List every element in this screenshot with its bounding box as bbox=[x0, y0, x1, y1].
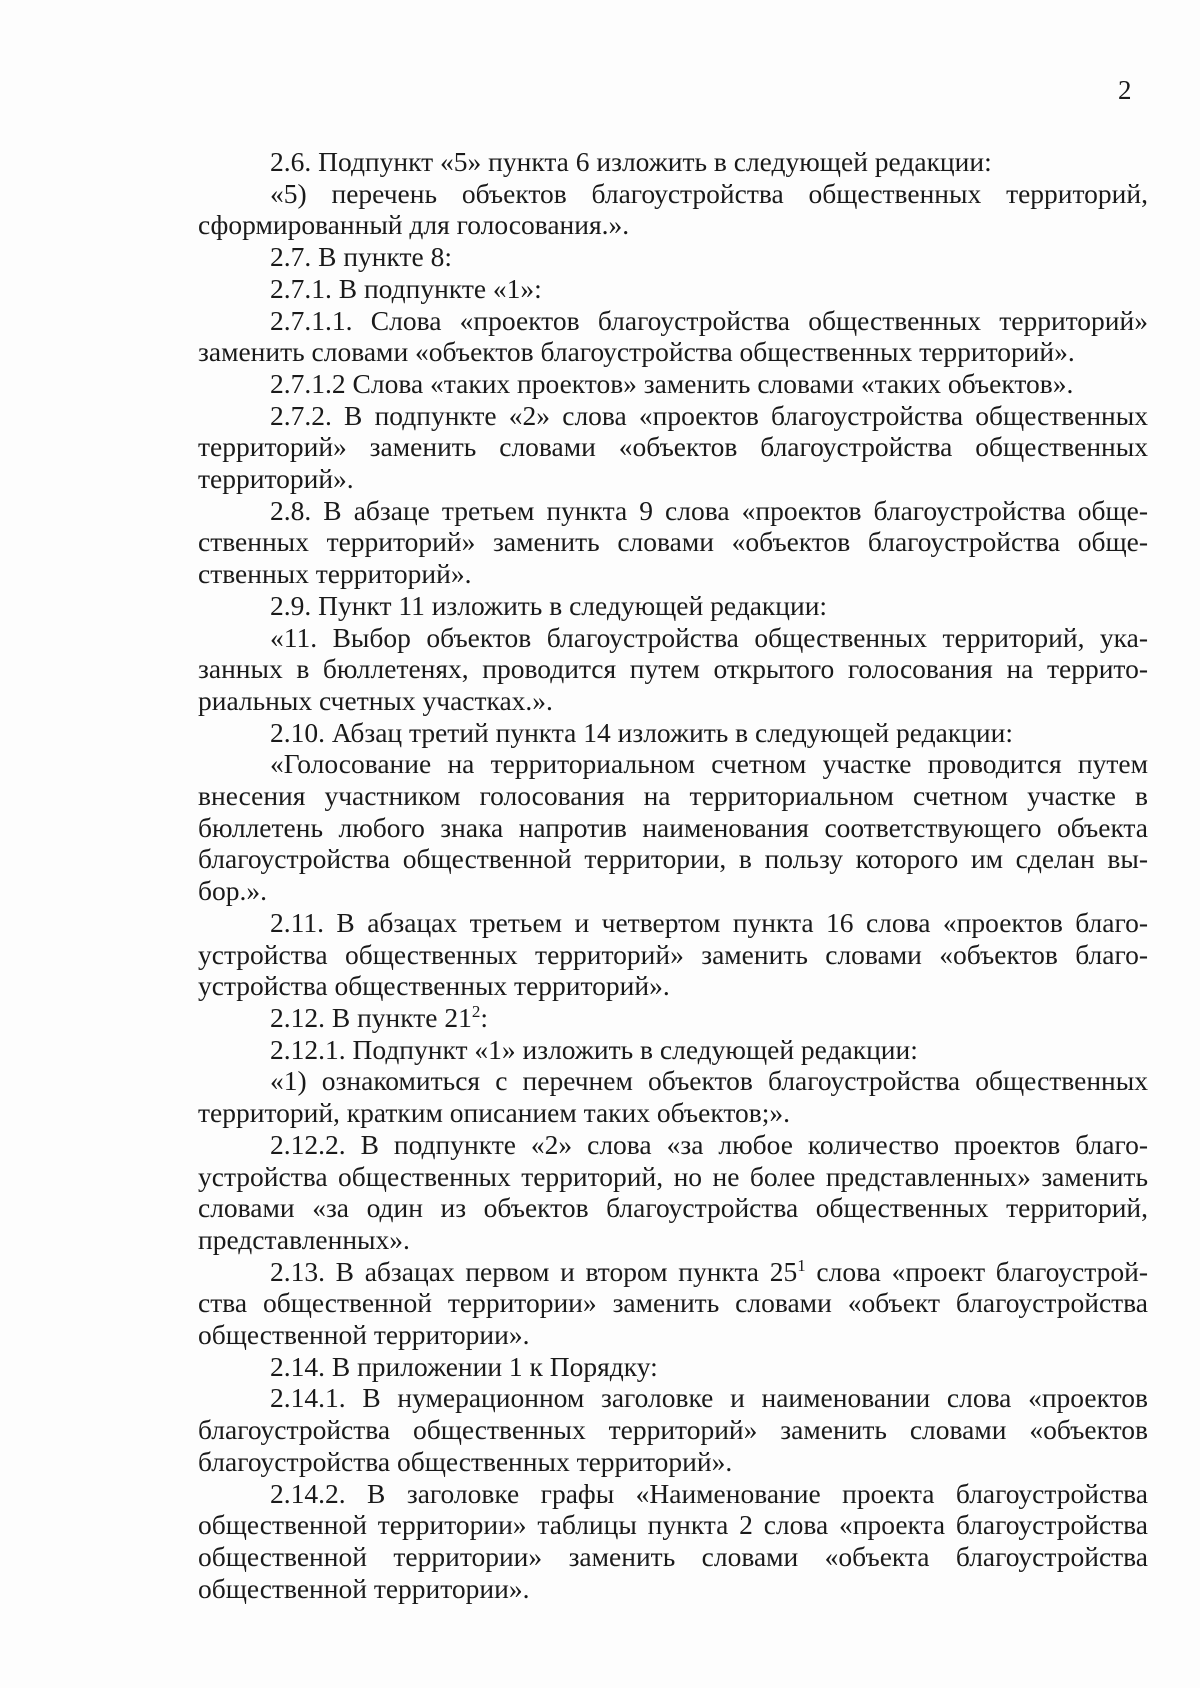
paragraph bbox=[198, 590, 1148, 622]
paragraph-text: «Голосование на территориальном счетном участке проводится путем внесения участником голосования на территориальном счетном участке в бюллетень любого знака напротив наименования соответствующего объекта благоустройства общественной территории, в пользу которого им сделан выбор.». bbox=[198, 748, 1148, 907]
paragraph bbox=[198, 368, 1148, 400]
paragraph bbox=[198, 1256, 1148, 1351]
paragraph-text: «5) перечень объектов благоустройства общественных территорий, сформированный для голосования.». bbox=[198, 177, 1148, 241]
paragraph bbox=[198, 1065, 1148, 1128]
paragraph bbox=[198, 1002, 1148, 1034]
paragraph-text: 2.14.2. В заголовке графы «Наименование проекта благоустройства общественной территории» таблицы пункта 2 слова «проекта благоустройства общественной территории» заменить словами «объекта благоустройства общественной территории». bbox=[198, 1477, 1148, 1604]
paragraph-text: 2.13. В абзацах первом и втором пункта 25 bbox=[270, 1255, 798, 1287]
paragraph-text-continued: слова «проект благоустройства общественной территории» заменить словами «объект благоустройства общественной территории». bbox=[198, 1255, 1149, 1351]
paragraph-text: 2.7.1.2 Слова «таких проектов» заменить словами «таких объектов». bbox=[270, 367, 1074, 399]
paragraph bbox=[198, 400, 1148, 495]
paragraph bbox=[198, 1478, 1148, 1605]
paragraph-text: 2.9. Пункт 11 изложить в следующей редакции: bbox=[270, 589, 828, 621]
paragraph bbox=[198, 146, 1148, 178]
paragraph bbox=[198, 1129, 1148, 1256]
superscript: 1 bbox=[797, 1255, 806, 1275]
paragraph-text: 2.10. Абзац третий пункта 14 изложить в следующей редакции: bbox=[270, 716, 1013, 748]
paragraph-text: 2.8. В абзаце третьем пункта 9 слова «проектов благоустройства общественных территорий» заменить словами «объектов благоустройства общественных территорий». bbox=[198, 494, 1148, 590]
paragraph-text: 2.7.1.1. Слова «проектов благоустройства общественных территорий» заменить словами «объектов благоустройства общественных территорий». bbox=[198, 304, 1148, 368]
paragraph-text-continued: : bbox=[480, 1001, 489, 1033]
paragraph bbox=[198, 273, 1148, 305]
paragraph bbox=[198, 178, 1148, 241]
paragraph-text: 2.12.2. В подпункте «2» слова «за любое количество проектов благоустройства общественных территорий, но не более представленных» заменить словами «за один из объектов благоустройства общественных территорий, представленных». bbox=[198, 1128, 1148, 1255]
page-number: 2 bbox=[1118, 75, 1132, 105]
paragraph bbox=[198, 1351, 1148, 1383]
paragraph bbox=[198, 717, 1148, 749]
paragraph bbox=[198, 1382, 1148, 1477]
paragraph-text: 2.11. В абзацах третьем и четвертом пункта 16 слова «проектов благоустройства общественных территорий» заменить словами «объектов благоустройства общественных территорий». bbox=[198, 906, 1148, 1002]
paragraph-text: 2.12.1. Подпункт «1» изложить в следующей редакции: bbox=[270, 1033, 918, 1065]
paragraph bbox=[198, 622, 1148, 717]
paragraph-text: 2.6. Подпункт «5» пункта 6 изложить в следующей редакции: bbox=[270, 146, 992, 177]
paragraph-text: 2.12. В пункте 21 bbox=[270, 1001, 472, 1033]
paragraph bbox=[198, 1034, 1148, 1066]
paragraph bbox=[198, 241, 1148, 273]
paragraph-text: 2.14. В приложении 1 к Порядку: bbox=[270, 1350, 658, 1382]
paragraph-text: «1) ознакомиться с перечнем объектов благоустройства общественных территорий, кратким описанием таких объектов;». bbox=[198, 1065, 1148, 1129]
paragraph-text: 2.7.2. В подпункте «2» слова «проектов благоустройства общественных территорий» заменить словами «объектов благоустройства общественных территорий». bbox=[198, 399, 1148, 495]
paragraph-text: 2.14.1. В нумерационном заголовке и наименовании слова «проектов благоустройства общественных территорий» заменить словами «объектов благоустройства общественных территорий». bbox=[198, 1382, 1148, 1477]
paragraph bbox=[198, 748, 1148, 907]
superscript: 2 bbox=[471, 1001, 481, 1021]
paragraph bbox=[198, 305, 1148, 368]
paragraph-text: «11. Выбор объектов благоустройства общественных территорий, указанных в бюллетенях, проводится путем открытого голосования на территориальных счетных участках.». bbox=[198, 621, 1148, 716]
document-body bbox=[198, 146, 1148, 1604]
paragraph-text: 2.7.1. В подпункте «1»: bbox=[270, 272, 542, 304]
paragraph bbox=[198, 495, 1148, 590]
paragraph bbox=[198, 907, 1148, 1002]
paragraph-text: 2.7. В пункте 8: bbox=[270, 241, 453, 273]
